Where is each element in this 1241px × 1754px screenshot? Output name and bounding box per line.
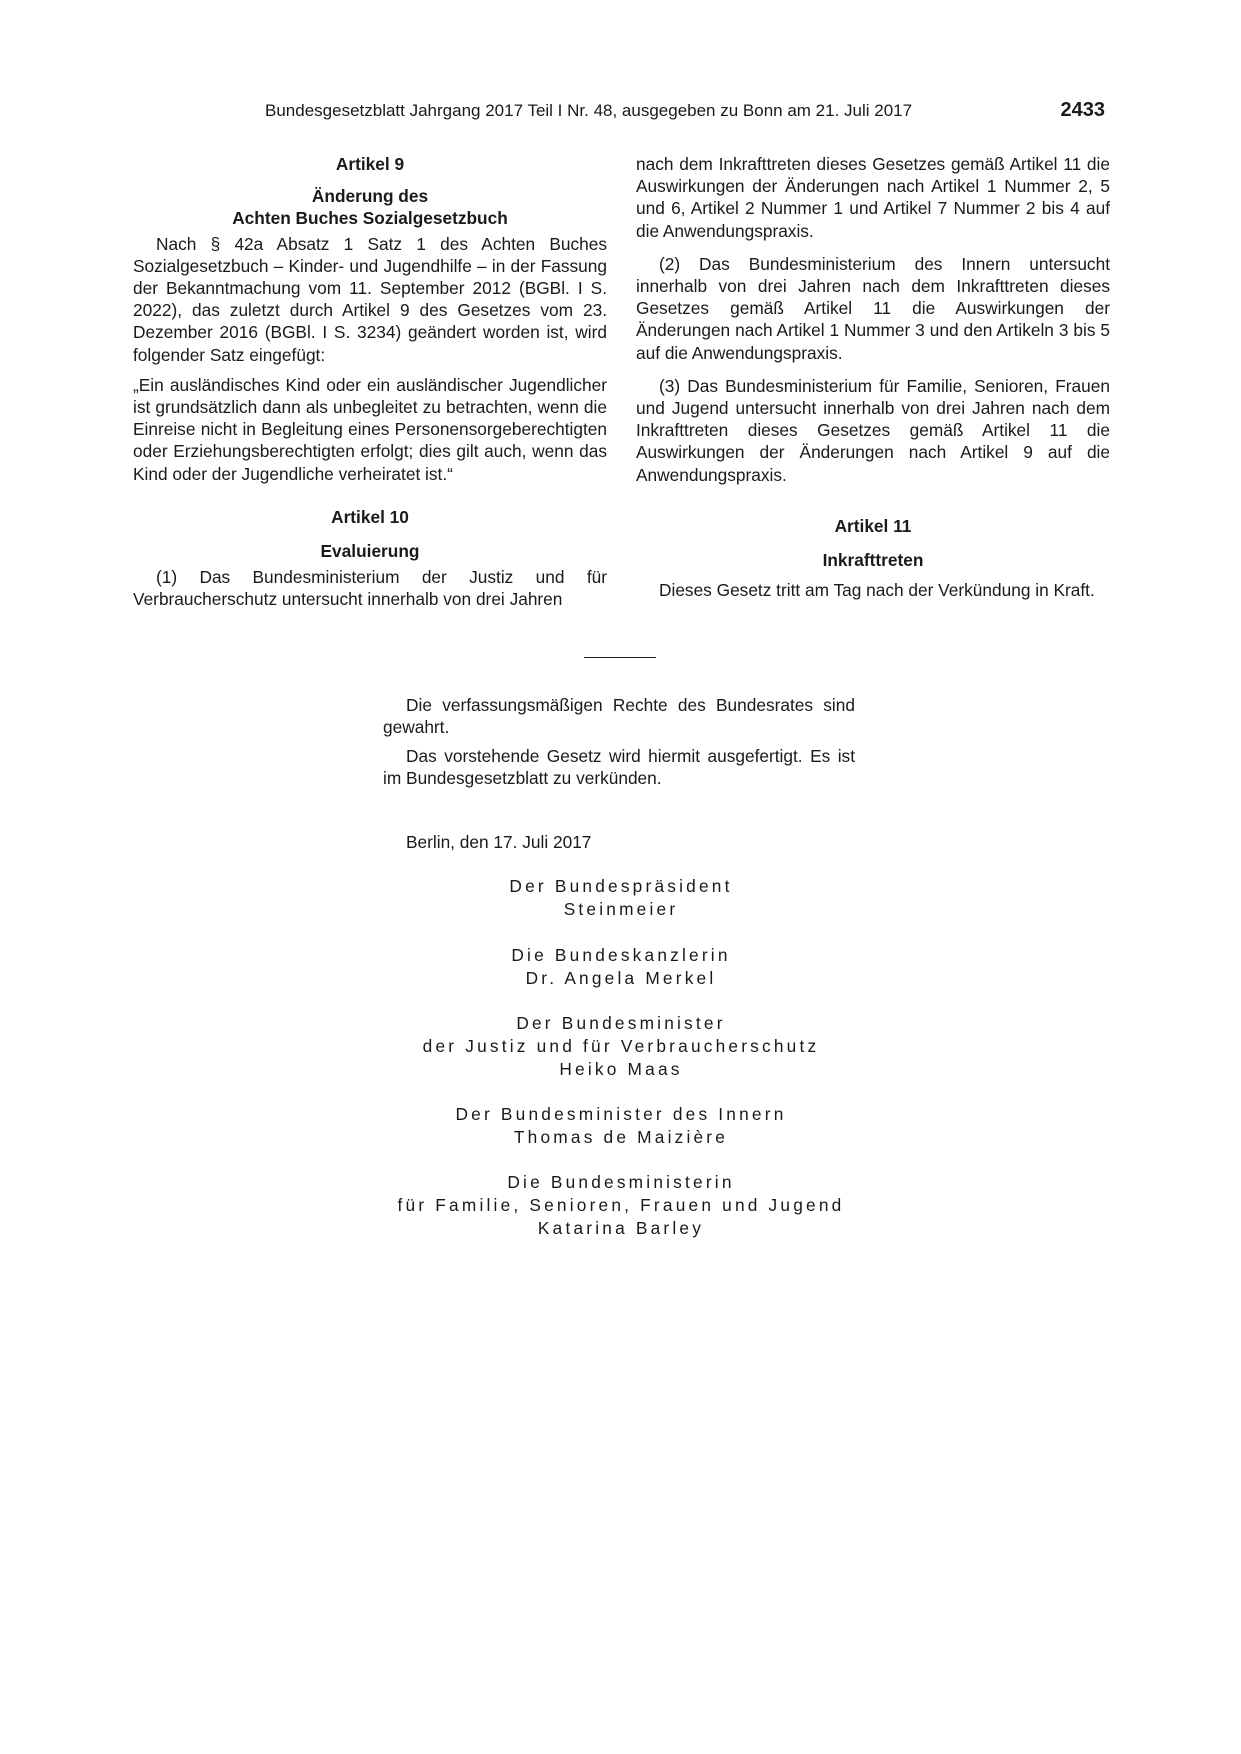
article-9-title-line1: Änderung des [311,186,429,207]
article-9-paragraph-1: Nach § 42a Absatz 1 Satz 1 des Achten Buches Sozialgesetzbuch – Kinder- und Jugendhilfe – in der Fassung der Bekanntmachung vom 11. September 2012 (BGBl. I S. 2022), das zuletzt durch Artikel 9 des Gesetzes vom 23. Dezember 2016 (BGBl. I S. 3234) geändert worden ist, wird folgender Satz eingefügt: [133,233,607,365]
section-divider [584,657,656,658]
signatory-name: Thomas de Maizière [513,1127,729,1147]
place-and-date: Berlin, den 17. Juli 2017 [406,832,592,852]
left-column [133,153,607,611]
signature-title: Der Bundespräsident [509,876,733,896]
article-9-paragraph-2: „Ein ausländisches Kind oder ein ausländischer Jugendlicher ist grundsätzlich dann als unbegleitet zu betrachten, wenn die Einreise nicht in Begleitung eines Personensorgeberechtigten oder Erziehungsberechtigten erfolgt; dies gilt auch, wenn das Kind oder der Jugendliche verheiratet ist.“ [133,374,607,484]
article-10-number: Artikel 10 [331,506,409,527]
right-column [636,153,1110,601]
page-header [265,101,1105,125]
signatory-name: Steinmeier [563,899,679,919]
signatory-name: Heiko Maas [559,1059,683,1079]
article-10-paragraph-1-continued: nach dem Inkrafttreten dieses Gesetzes gemäß Artikel 11 die Auswirkungen der Änderungen nach Artikel 1 Nummer 2, 5 und 6, Artikel 2 Nummer 1 und Artikel 7 Nummer 2 bis 4 auf die Anwendungspraxis. [636,154,1110,241]
closing-paragraph-2: Das vorstehende Gesetz wird hiermit ausgefertigt. Es ist im Bundesgesetzblatt zu verkünden. [383,746,855,788]
signature-block-interior-minister [283,1103,959,1149]
closing-statement-rights [383,694,855,738]
gazette-header-line: Bundesgesetzblatt Jahrgang 2017 Teil I Nr. 48, ausgegeben zu Bonn am 21. Juli 2017 [265,101,913,120]
signature-title: Die Bundesministerin [507,1172,735,1192]
signature-title: Der Bundesminister des Innern [455,1104,787,1124]
article-10-paragraph-2: (2) Das Bundesministerium des Innern untersucht innerhalb von drei Jahren nach dem Inkrafttreten dieses Gesetzes gemäß Artikel 11 die Auswirkungen der Änderungen nach Artikel 1 Nummer 3 und den Artikeln 3 bis 5 auf die Anwendungspraxis. [636,253,1110,363]
signature-title: Die Bundeskanzlerin [511,945,731,965]
article-10-title: Evaluierung [320,541,420,562]
signature-title-line2: der Justiz und für Verbraucherschutz [422,1036,820,1056]
signature-title: Der Bundesminister [516,1013,726,1033]
article-10-paragraph-1-start: (1) Das Bundesministerium der Justiz und für Verbraucherschutz untersucht innerhalb von drei Jahren [133,567,607,610]
signature-block-family-minister [283,1171,959,1240]
signature-block-president [283,875,959,921]
signature-title-line2: für Familie, Senioren, Frauen und Jugend [397,1195,845,1215]
signature-block-justice-minister [283,1012,959,1081]
article-11-title: Inkrafttreten [822,550,924,571]
article-11-number: Artikel 11 [834,515,912,536]
article-10-paragraph-3: (3) Das Bundesministerium für Familie, Senioren, Frauen und Jugend untersucht innerhalb von drei Jahren nach dem Inkrafttreten dieses Gesetzes gemäß Artikel 11 die Auswirkungen der Änderungen nach Artikel 9 auf die Anwendungspraxis. [636,375,1110,485]
signature-block-chancellor [283,944,959,990]
closing-statement-enactment [383,745,855,789]
signatory-name: Katarina Barley [537,1218,705,1238]
closing-paragraph-1: Die verfassungsmäßigen Rechte des Bundesrates sind gewahrt. [383,695,855,737]
article-11-paragraph-1: Dieses Gesetz tritt am Tag nach der Verkündung in Kraft. [659,580,1095,601]
page-number: 2433 [1060,99,1105,121]
article-9-number: Artikel 9 [335,154,405,174]
article-9-title-line2: Achten Buches Sozialgesetzbuch [232,208,508,229]
signatory-name: Dr. Angela Merkel [525,968,717,988]
